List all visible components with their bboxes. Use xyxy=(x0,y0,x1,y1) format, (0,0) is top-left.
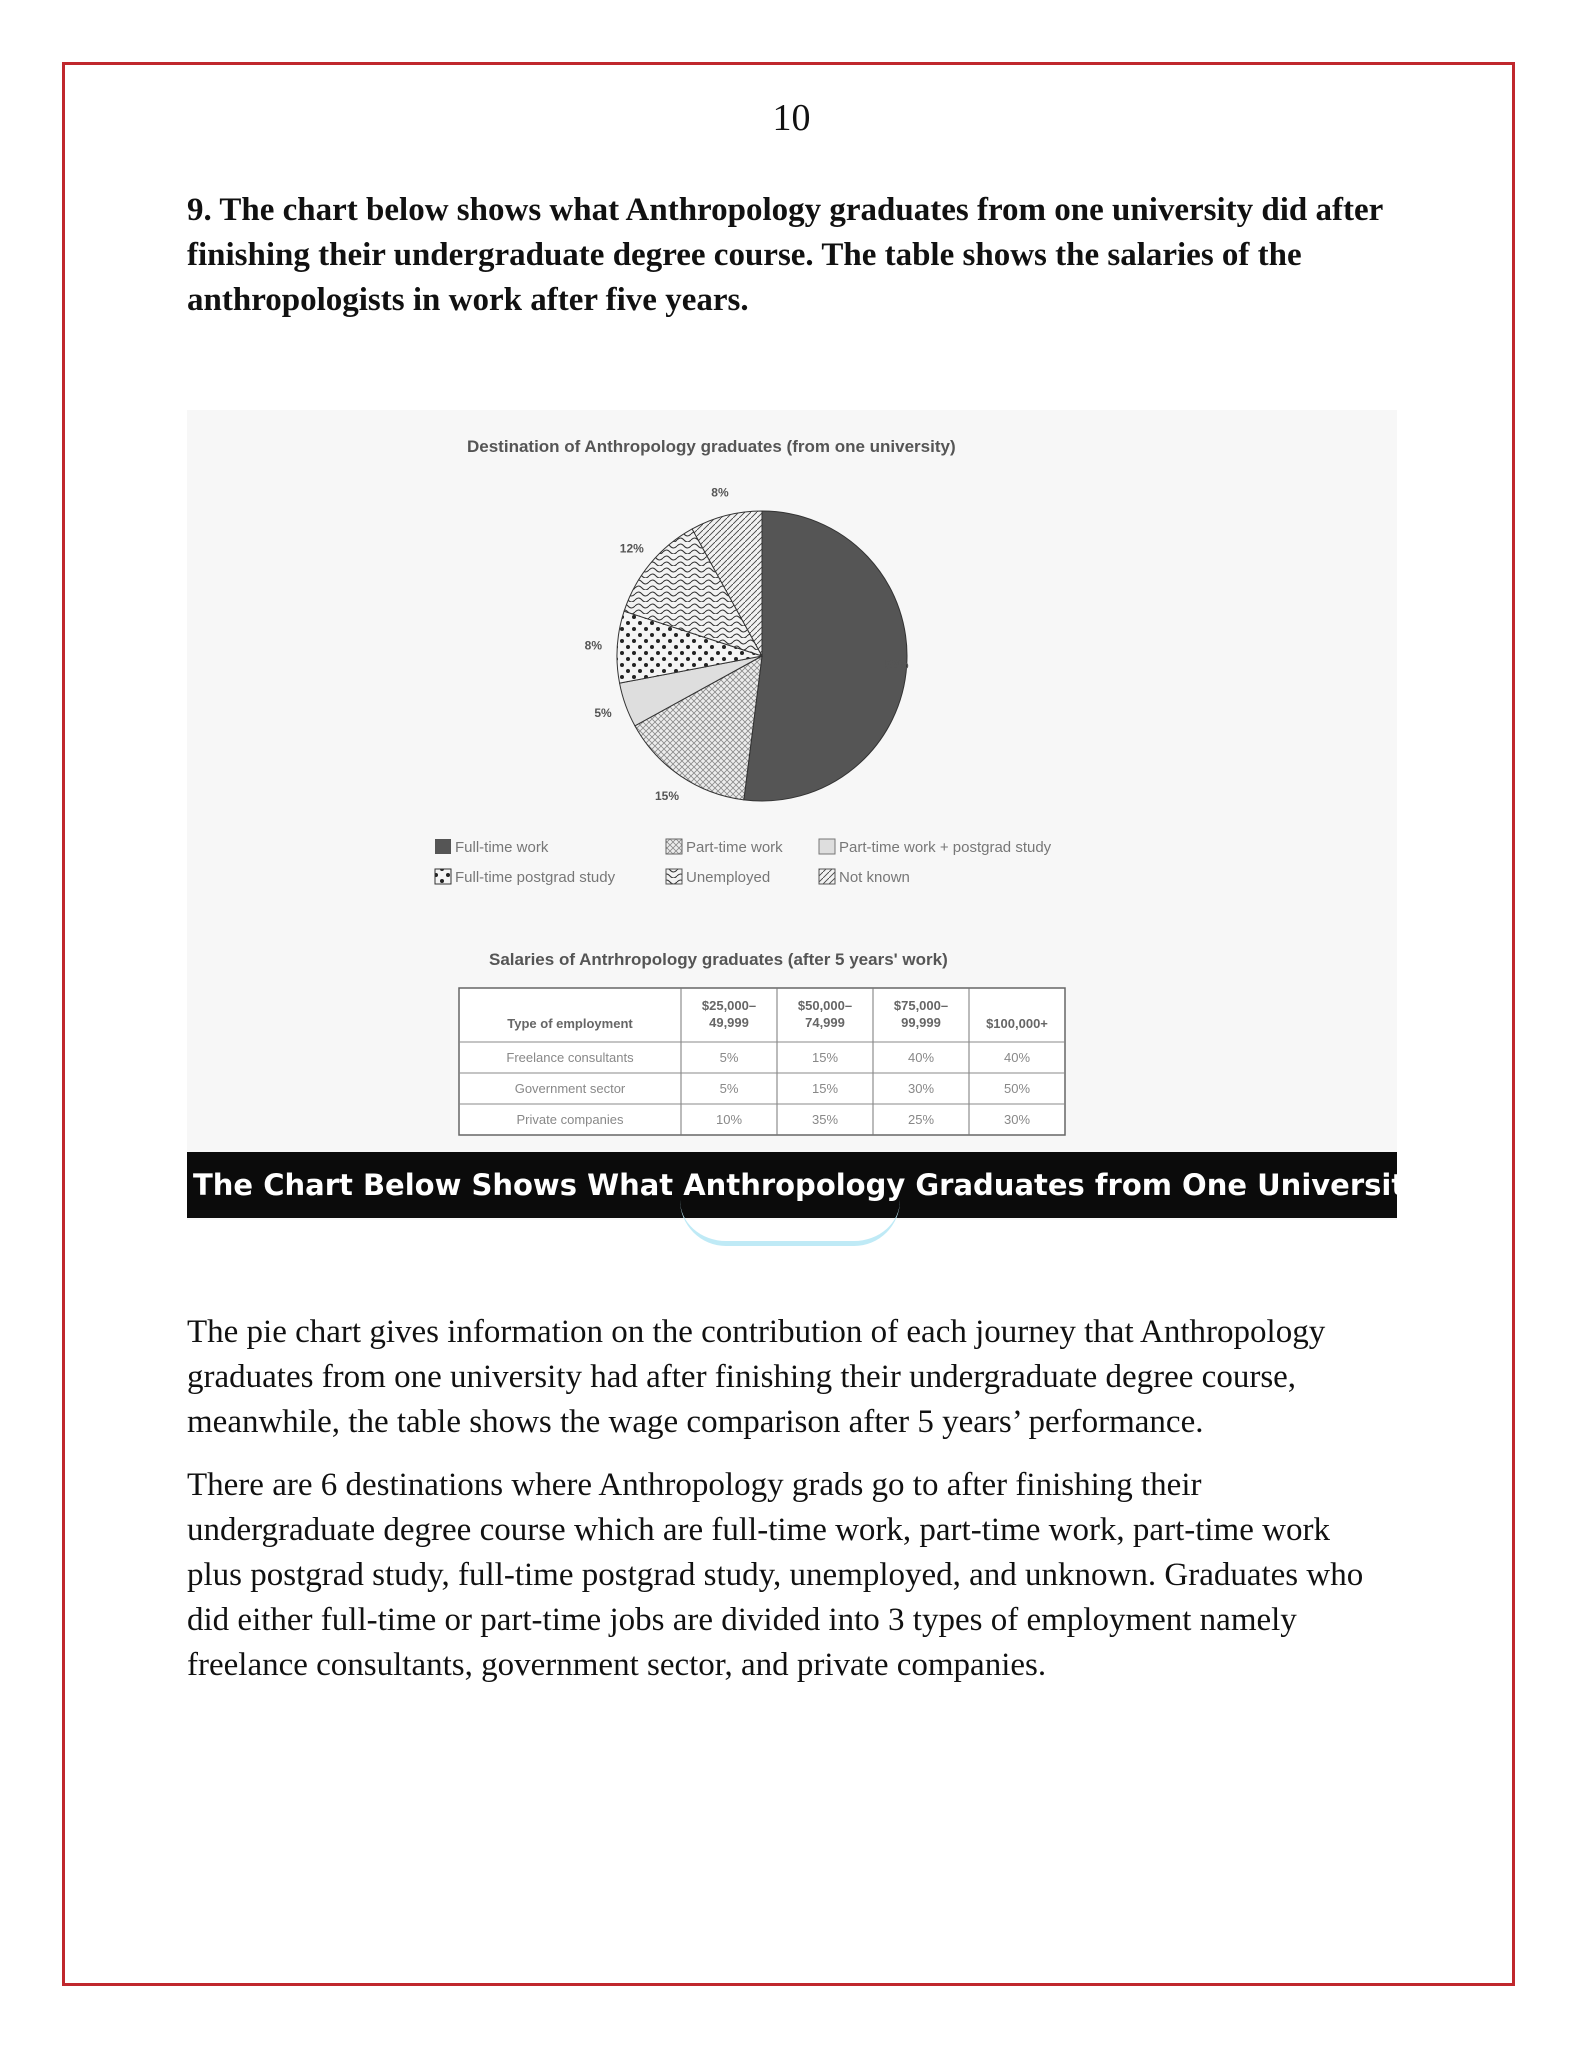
table-cell: 35% xyxy=(811,1112,839,1127)
legend-swatch-full-time-postgrad xyxy=(435,869,451,884)
table-cell: 10% xyxy=(715,1112,743,1127)
pie-title: Destination of Anthropology graduates (from one university) xyxy=(467,437,956,456)
watermark-arc xyxy=(680,1200,900,1246)
table-header-cell: $100,000+ xyxy=(986,1016,1048,1031)
table-cell: 30% xyxy=(1003,1112,1031,1127)
paragraph: The pie chart gives information on the contribution of each journey that Anthropology graduates from one university had after finishing their undergraduate degree course, meanwhile, the table shows the wage comparison after 5 years’ performance. xyxy=(187,1314,1326,1440)
legend-swatch-part-time-postgrad xyxy=(819,839,835,854)
chart-figure xyxy=(187,410,1397,1220)
table-header-cell: Type of employment xyxy=(507,1016,633,1031)
legend-label-full-time-work: Full-time work xyxy=(455,839,549,856)
table-cell: Private companies xyxy=(516,1112,624,1127)
table-header-cell: $50,000– xyxy=(797,998,853,1013)
table-header-cell: $25,000– xyxy=(701,998,757,1013)
legend-swatch-unemployed xyxy=(666,869,682,884)
table-cell: 40% xyxy=(1003,1050,1031,1065)
legend-swatch-part-time-work xyxy=(666,839,682,854)
pie-label-full-time-postgrad: 8% xyxy=(584,638,603,653)
salary-table xyxy=(459,988,1065,1135)
legend-swatch-not-known xyxy=(819,869,835,884)
table-cell: 5% xyxy=(719,1081,739,1096)
pie-legend xyxy=(435,839,1052,886)
question-prompt: 9. The chart below shows what Anthropology graduates from one university did after finishing their undergraduate degree course. The table shows the salaries of the anthropologists in work after five years. xyxy=(187,192,1383,318)
legend-label-unemployed: Unemployed xyxy=(686,869,771,886)
pie-label-part-time-postgrad: 5% xyxy=(594,706,612,721)
table-cell: 15% xyxy=(811,1081,839,1096)
legend-label-part-time-postgrad: Part-time work + postgrad study xyxy=(839,839,1052,856)
table-cell: 25% xyxy=(907,1112,935,1127)
table-cell: 30% xyxy=(907,1081,935,1096)
pie-label-full-time-work: 52% xyxy=(884,657,909,672)
table-cell: Government sector xyxy=(514,1081,626,1096)
legend-label-not-known: Not known xyxy=(839,869,910,886)
table-cell: 40% xyxy=(907,1050,935,1065)
table-cell: Freelance consultants xyxy=(506,1050,634,1065)
answer-text xyxy=(187,1310,1377,1706)
table-cell: 5% xyxy=(719,1050,739,1065)
page-number: 10 xyxy=(772,97,811,139)
legend-label-part-time-work: Part-time work xyxy=(686,839,783,856)
pie-label-part-time-work: 15% xyxy=(654,788,680,803)
pie-chart xyxy=(585,485,909,802)
table-header-cell: 74,999 xyxy=(805,1015,845,1030)
table-header-cell: $75,000– xyxy=(893,998,949,1013)
figure-svg xyxy=(187,410,1397,1220)
table-header-cell: 49,999 xyxy=(709,1015,749,1030)
legend-label-full-time-postgrad: Full-time postgrad study xyxy=(455,869,616,886)
table-title: Salaries of Antrhropology graduates (after 5 years' work) xyxy=(489,950,948,969)
pie-label-unemployed: 12% xyxy=(619,541,644,556)
legend-swatch-full-time-work xyxy=(435,839,451,854)
table-cell: 15% xyxy=(811,1050,839,1065)
table-header-cell: 99,999 xyxy=(901,1015,941,1030)
pie-slice-full-time-work xyxy=(744,511,907,801)
pie-label-not-known: 8% xyxy=(711,485,729,500)
image-caption-banner: The Chart Below Shows What Anthropology Graduates from One University xyxy=(187,1152,1397,1218)
table-cell: 50% xyxy=(1003,1081,1031,1096)
paragraph: There are 6 destinations where Anthropology grads go to after finishing their undergraduate degree course which are full-time work, part-time work, part-time work plus postgrad study, full-time postgrad study, unemployed, and unknown. Graduates who did either full-time or part-time jobs are divided into 3 types of employment namely freelance consultants, government sector, and private companies. xyxy=(187,1467,1364,1683)
